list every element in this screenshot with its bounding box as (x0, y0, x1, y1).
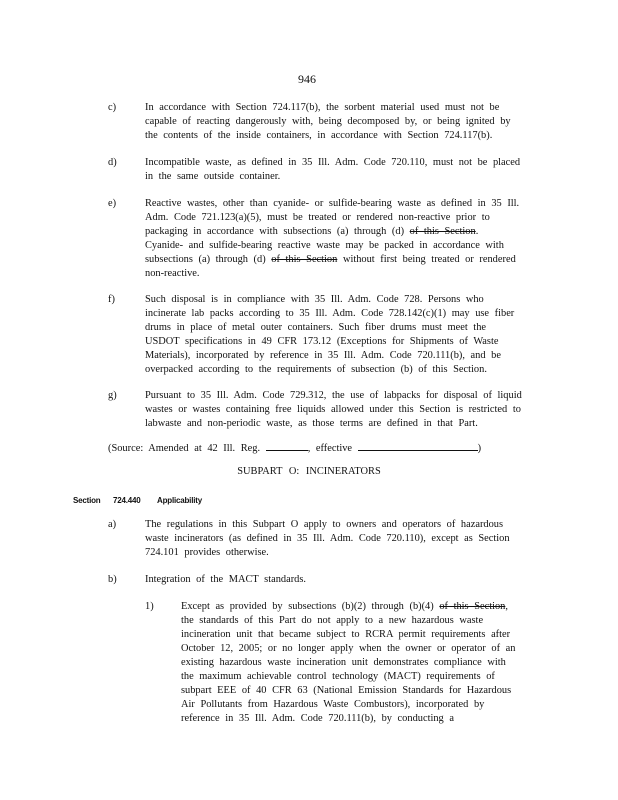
item-g-line-3: labwaste and non-periodic waste, as those terms are defined in that Part. (145, 418, 478, 429)
item-g-line-2: wastes or wastes containing free liquids allowed under this Section is restricted to (145, 404, 521, 415)
section-word: Section (73, 496, 101, 505)
source-effective: , effective (307, 443, 353, 454)
item-c-line-3: the contents of the inside containers, in accordance with Section 724.117(b). (145, 130, 493, 141)
item-d-line-1: Incompatible waste, as defined in 35 Ill. Adm. Code 720.110, must not be placed (145, 157, 521, 168)
item-e-line-5 (145, 253, 516, 267)
source-note (108, 440, 481, 456)
paragraph-1-label: 1) (145, 601, 154, 612)
item-f-line-3: drums in place of metal outer containers. Such fiber drums must meet the (145, 322, 486, 333)
item-e-line-2: Adm. Code 721.123(a)(5), must be treated or rendered non-reactive prior to (145, 212, 490, 223)
item-e-label: e) (108, 198, 117, 209)
item-f-label: f) (108, 294, 115, 305)
item-d-label: d) (108, 157, 117, 168)
subpart-heading: SUBPART O: INCINERATORS (237, 466, 381, 477)
paragraph-1-line-1-text: Except as provided by subsections (b)(2) through (b)(4) (181, 601, 434, 612)
subsection-a-line-2: waste incinerators (as defined in 35 Ill. Adm. Code 720.110), except as Section (145, 533, 510, 544)
section-title: Applicability (157, 496, 202, 505)
subsection-b-text: Integration of the MACT standards. (145, 574, 306, 585)
item-f-line-6: overpacked according to the requirements of subsection (b) of this Section. (145, 364, 487, 375)
item-e-line-3-struck: of this Section (409, 226, 476, 237)
item-e-line-6: non-reactive. (145, 268, 200, 279)
item-e-line-1: Reactive wastes, other than cyanide- or sulfide-bearing waste as defined in 35 Ill. (145, 198, 520, 209)
item-e-line-3-end: . (475, 226, 479, 237)
subsection-b-label: b) (108, 574, 117, 585)
effective-date-blank (358, 440, 478, 451)
item-f-line-1: Such disposal is in compliance with 35 Ill. Adm. Code 728. Persons who (145, 294, 484, 305)
item-c-line-2: capable of reacting dangerously with, being decomposed by, or being ignited by (145, 116, 511, 127)
paragraph-1-line-1-end: , (505, 601, 508, 612)
section-number: 724.440 (113, 496, 141, 505)
page-number: 946 (298, 72, 316, 86)
subsection-a-label: a) (108, 519, 117, 530)
paragraph-1-line-4: October 12, 2005; or no longer apply when the owner or operator of an (181, 643, 516, 654)
register-blank (266, 440, 308, 451)
source-prefix: (Source: Amended at 42 Ill. Reg. (108, 443, 261, 454)
paragraph-1-line-3: incineration unit that became subject to RCRA permit requirements after (181, 629, 511, 640)
subsection-a-line-1: The regulations in this Subpart O apply to owners and operators of hazardous (145, 519, 504, 530)
item-e-line-4: Cyanide- and sulfide-bearing reactive waste may be packed in accordance with (145, 240, 504, 251)
item-e-line-5-struck: of this Section (271, 254, 338, 265)
item-f-line-4: USDOT specifications in 49 CFR 173.12 (Exceptions for Shipments of Waste (145, 336, 499, 347)
item-c-label: c) (108, 102, 117, 113)
item-e-line-3-text: packaging in accordance with subsections (a) through (d) (145, 226, 405, 237)
subsection-a-line-3: 724.101 provides otherwise. (145, 547, 269, 558)
item-f-line-2: incinerate lab packs according to 35 Ill. Adm. Code 728.142(c)(1) may use fiber (145, 308, 515, 319)
item-e-line-5-end: without first being treated or rendered (342, 254, 516, 265)
item-g-label: g) (108, 390, 117, 401)
paragraph-1-line-2: the standards of this Part do not apply to a new hazardous waste (181, 615, 484, 626)
paragraph-1-line-7: subpart EEE of 40 CFR 63 (National Emission Standards for Hazardous (181, 685, 512, 696)
paragraph-1-line-5: existing hazardous waste incineration unit demonstrates compliance with (181, 657, 506, 668)
item-c-line-1: In accordance with Section 724.117(b), the sorbent material used must not be (145, 102, 500, 113)
item-f-line-5: Materials), incorporated by reference in 35 Ill. Adm. Code 720.111(b), and be (145, 350, 501, 361)
item-g-line-1: Pursuant to 35 Ill. Adm. Code 729.312, the use of labpacks for disposal of liquid (145, 390, 522, 401)
item-d-line-2: in the same outside container. (145, 171, 281, 182)
item-e-line-3 (145, 225, 478, 239)
paragraph-1-line-1-struck: of this Section (439, 601, 506, 612)
item-e-line-5-text: subsections (a) through (d) (145, 254, 266, 265)
paragraph-1-line-1 (181, 600, 508, 614)
paragraph-1-line-9: reference in 35 Ill. Adm. Code 720.111(b), by conducting a (181, 713, 454, 724)
paragraph-1-line-6: the maximum achievable control technology (MACT) requirements of (181, 671, 495, 682)
source-close: ) (477, 443, 482, 454)
paragraph-1-line-8: Air Pollutants from Hazardous Waste Combustors), incorporated by (181, 699, 485, 710)
